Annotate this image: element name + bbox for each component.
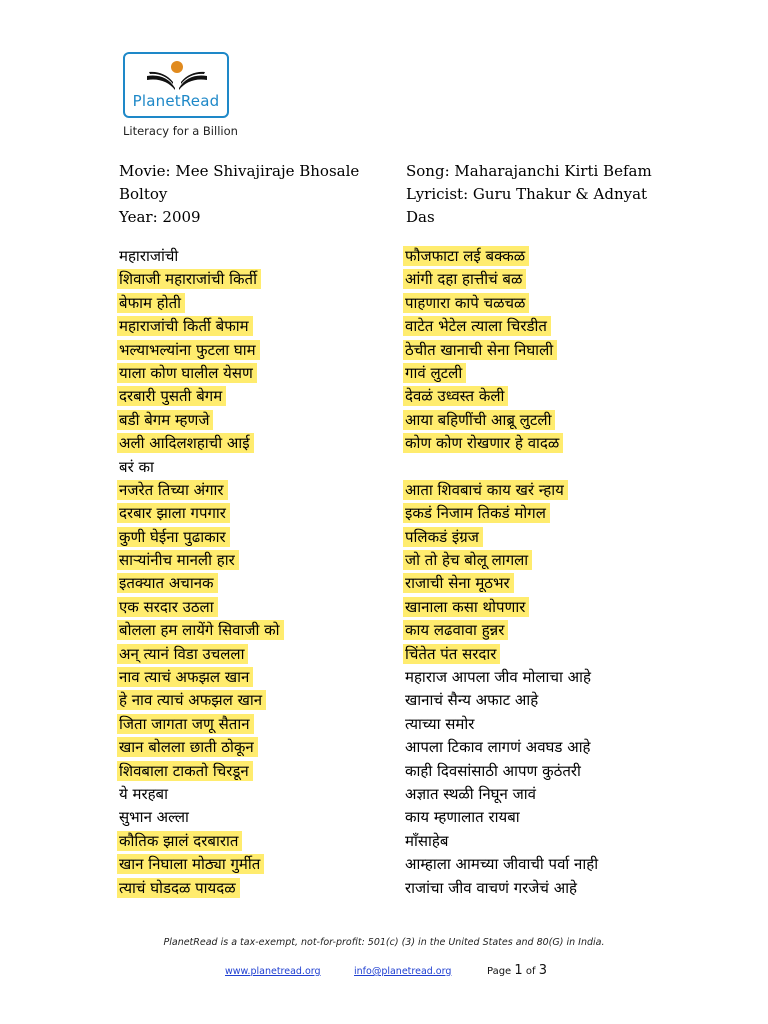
- lyric-text: आंगी दहा हात्तीचं बळ: [403, 269, 526, 289]
- movie-line-2: Boltoy: [119, 185, 168, 203]
- lyric-text: हे नाव त्याचं अफझल खान: [117, 690, 266, 710]
- year: Year: 2009: [119, 208, 201, 226]
- lyric-line: [117, 760, 284, 783]
- lyric-line: [403, 853, 602, 876]
- lyric-text: अज्ञात स्थळी निघून जावं: [405, 784, 536, 803]
- lyric-text: त्याचं घोडदळ पायदळ: [117, 878, 240, 898]
- lyric-line: [117, 245, 284, 268]
- lyric-text: बरं का: [119, 457, 154, 476]
- song-title: Song: Maharajanchi Kirti Befam: [406, 162, 652, 180]
- page-number: 1: [514, 963, 523, 978]
- lyric-line: [117, 409, 284, 432]
- lyric-line: [403, 268, 602, 291]
- lyric-line: [403, 479, 602, 502]
- lyric-text: आम्हाला आमच्या जीवाची पर्वा नाही: [405, 855, 599, 874]
- lyric-text: ठेचीत खानाची सेना निघाली: [403, 340, 557, 360]
- lyric-line: [403, 385, 602, 408]
- lyric-line: [403, 783, 602, 806]
- lyric-text: महाराजांची किर्ती बेफाम: [117, 316, 253, 336]
- lyric-text: खानाचं सैन्य अफाट आहे: [405, 691, 539, 710]
- lyric-text: कोण कोण रोखणार हे वादळ: [403, 433, 563, 453]
- lyric-line: [117, 689, 284, 712]
- lyric-text: बडी बेगम म्हणजे: [117, 410, 213, 430]
- lyric-text: सुभान अल्ला: [119, 808, 189, 827]
- logo-name: PlanetRead: [132, 92, 220, 110]
- lyric-text: जो तो हेच बोलू लागला: [403, 550, 532, 570]
- lyric-line: [403, 713, 602, 736]
- lyric-line: [117, 830, 284, 853]
- movie-line-1: Movie: Mee Shivajiraje Bhosale: [119, 162, 360, 180]
- lyric-line: [403, 877, 602, 900]
- lyric-text: खान बोलला छाती ठोकून: [117, 737, 258, 757]
- lyric-line: [403, 502, 602, 525]
- lyric-line: [117, 432, 284, 455]
- lyric-line: [403, 572, 602, 595]
- lyric-line: [117, 268, 284, 291]
- footer-links: [225, 966, 452, 977]
- lyric-line: [403, 830, 602, 853]
- lyric-line: [403, 409, 602, 432]
- lyric-text: महाराजांची: [119, 247, 179, 265]
- lyric-text: पलिकडं इंग्रज: [403, 527, 483, 547]
- lyric-line: [117, 572, 284, 595]
- lyric-text: काय म्हणालात रायबा: [405, 808, 520, 827]
- lyric-line: [403, 689, 602, 712]
- lyric-text: इकडं निजाम तिकडं मोगल: [403, 503, 550, 523]
- lyric-text: वाटेत भेटेल त्याला चिरडीत: [403, 316, 551, 336]
- lyric-line: [117, 736, 284, 759]
- lyrics-column-right: [403, 245, 602, 900]
- lyric-line: [117, 877, 284, 900]
- lyric-text: त्याच्या समोर: [405, 714, 475, 733]
- open-book-globe-icon: [139, 60, 215, 94]
- lyric-line: [117, 619, 284, 642]
- lyric-line: [117, 526, 284, 549]
- lyric-line: [117, 853, 284, 876]
- lyric-line: [117, 549, 284, 572]
- lyric-line: [117, 385, 284, 408]
- lyrics-column-left: [117, 245, 284, 900]
- lyric-line: [117, 806, 284, 829]
- lyric-line: [117, 292, 284, 315]
- planetread-logo: [123, 52, 229, 118]
- lyric-text: देवळं उध्वस्त केली: [403, 386, 508, 406]
- lyric-text: शिवबाला टाकतो चिरडून: [117, 761, 253, 781]
- lyric-text: राजाची सेना मूठभर: [403, 573, 514, 593]
- lyric-line: [117, 502, 284, 525]
- lyric-line: [403, 292, 602, 315]
- lyric-text: भल्याभल्यांना फुटला घाम: [117, 340, 260, 360]
- lyric-text: खानाला कसा थोपणार: [403, 597, 529, 617]
- lyric-text: अली आदिलशहाची आई: [117, 433, 254, 453]
- lyric-text: इतक्यात अचानक: [117, 573, 218, 593]
- lyric-line: [117, 596, 284, 619]
- website-link[interactable]: www.planetread.org: [225, 966, 321, 977]
- lyric-line: [403, 432, 602, 455]
- lyric-text: पाहणारा कापे चळचळ: [403, 293, 529, 313]
- lyric-line: [117, 713, 284, 736]
- lyric-line: [403, 526, 602, 549]
- logo-tagline: Literacy for a Billion: [123, 124, 238, 138]
- lyric-text: खान निघाला मोठ्या गुर्मीत: [117, 854, 264, 874]
- lyric-text: फौजफाटा लई बक्कळ: [403, 246, 529, 266]
- lyric-line: [403, 549, 602, 572]
- lyric-line: [403, 339, 602, 362]
- lyric-text: आया बहिणींची आब्रू लुटली: [403, 410, 555, 430]
- lyric-text: माँसाहेब: [405, 831, 449, 850]
- lyric-line: [117, 315, 284, 338]
- lyric-text: गावं लुटली: [403, 363, 466, 383]
- lyric-line: [403, 619, 602, 642]
- lyric-line: [117, 456, 284, 479]
- lyric-text: आता शिवबाचं काय खरं न्हाय: [403, 480, 568, 500]
- lyric-text: जिता जागता जणू सैतान: [117, 714, 254, 734]
- lyric-text: कुणी घेईना पुढाकार: [117, 527, 230, 547]
- lyric-line: [403, 760, 602, 783]
- lyric-text: दरबार झाला गपगार: [117, 503, 230, 523]
- lyric-text: काही दिवसांसाठी आपण कुठंतरी: [405, 761, 581, 780]
- lyric-text: एक सरदार उठला: [117, 597, 218, 617]
- lyric-line: [403, 362, 602, 385]
- page-indicator: [487, 963, 547, 978]
- lyric-text: अन् त्यानं विडा उचलला: [117, 644, 248, 664]
- email-link[interactable]: info@planetread.org: [354, 966, 452, 977]
- lyric-line: [403, 666, 602, 689]
- page-total: 3: [538, 963, 547, 978]
- of-label: of: [525, 966, 536, 977]
- lyric-text: ये मरहबा: [119, 784, 168, 803]
- lyric-text: शिवाजी महाराजांची किर्ती: [117, 269, 261, 289]
- lyricist-line-2: Das: [406, 208, 435, 226]
- lyric-line: [117, 643, 284, 666]
- lyric-line: [117, 783, 284, 806]
- lyric-text: आपला टिकाव लागणं अवघड आहे: [405, 738, 591, 757]
- lyric-text: राजांचा जीव वाचणं गरजेचं आहे: [405, 878, 577, 897]
- page-label: Page: [487, 966, 512, 977]
- lyric-text: नजरेत तिच्या अंगार: [117, 480, 228, 500]
- lyric-line: [403, 245, 602, 268]
- lyric-line: [117, 666, 284, 689]
- lyricist-line-1: Lyricist: Guru Thakur & Adnyat: [406, 185, 648, 203]
- lyric-line: [403, 315, 602, 338]
- lyric-text: साऱ्यांनीच मानली हार: [117, 550, 239, 570]
- footer-note: PlanetRead is a tax-exempt, not-for-profit: 501(c) (3) in the United States and 80(G) in India.: [163, 937, 605, 948]
- lyric-line: [117, 479, 284, 502]
- lyric-line: [117, 339, 284, 362]
- lyric-text: चिंतेत पंत सरदार: [403, 644, 500, 664]
- lyric-text: कौतिक झालं दरबारात: [117, 831, 242, 851]
- lyric-text: काय लढवावा हुन्नर: [403, 620, 508, 640]
- lyric-line: [403, 736, 602, 759]
- lyric-line: [403, 806, 602, 829]
- lyric-text: याला कोण घालील येसण: [117, 363, 257, 383]
- lyric-text: महाराज आपला जीव मोलाचा आहे: [405, 668, 591, 687]
- lyric-text: दरबारी पुसती बेगम: [117, 386, 226, 406]
- lyric-text: नाव त्याचं अफझल खान: [117, 667, 253, 687]
- song-meta-right: [406, 160, 652, 229]
- lyric-text: बेफाम होती: [117, 293, 185, 313]
- lyric-line: [117, 362, 284, 385]
- lyric-line: [403, 643, 602, 666]
- lyric-text: बोलला हम लायेंगे सिवाजी को: [117, 620, 284, 640]
- lyric-line: [403, 456, 602, 479]
- song-meta-left: [119, 160, 369, 229]
- lyric-line: [403, 596, 602, 619]
